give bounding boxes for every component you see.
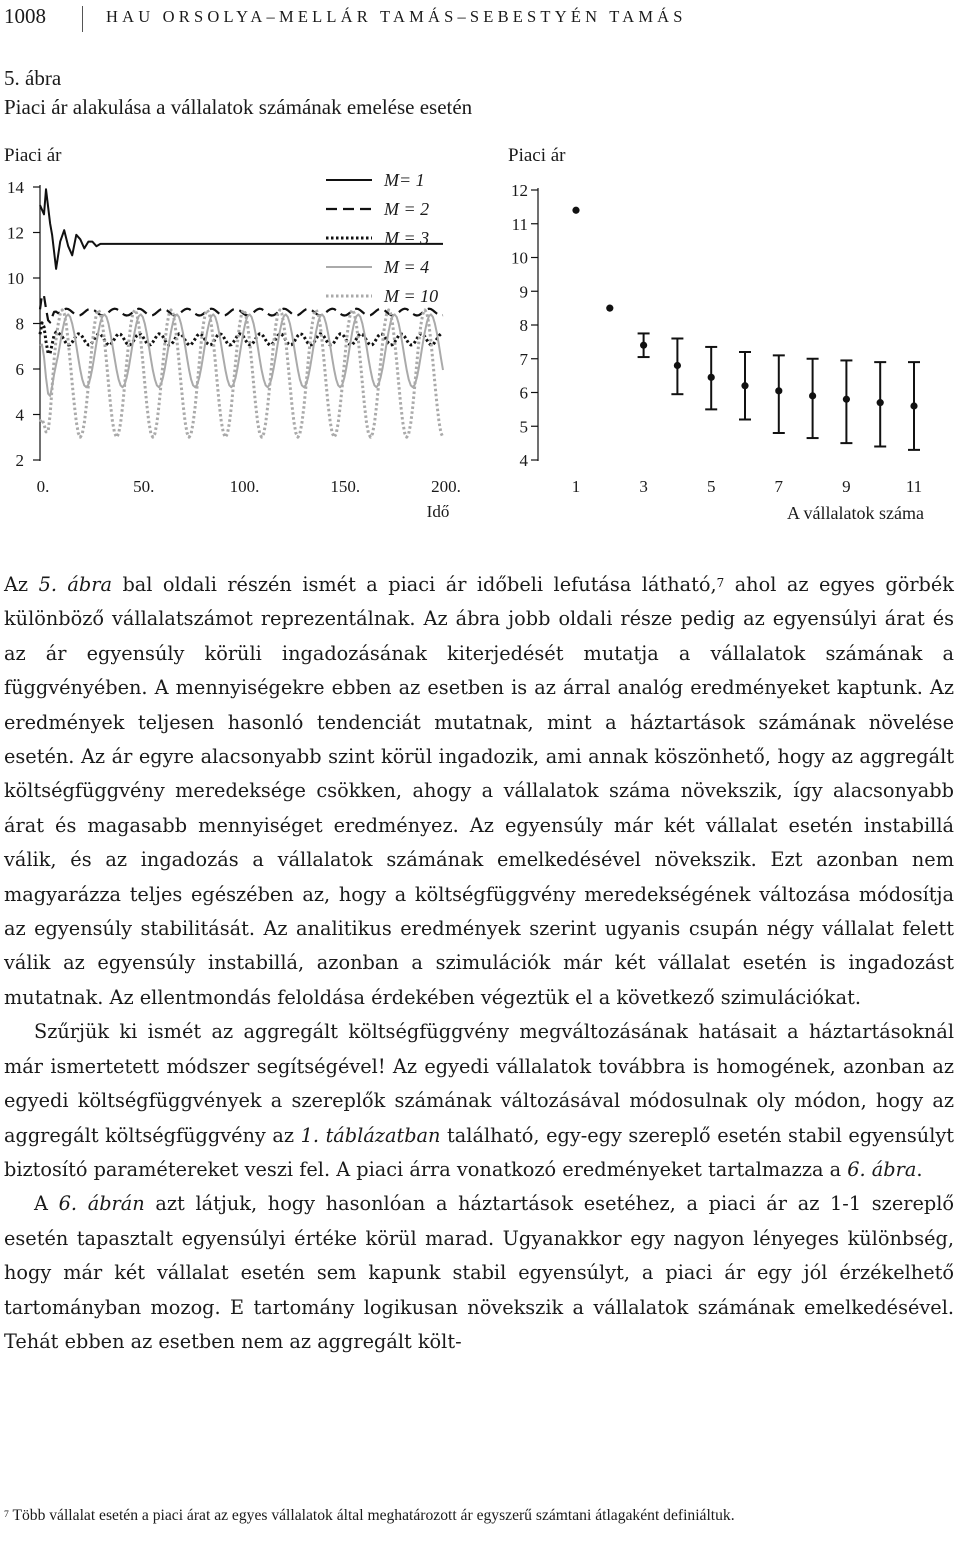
data-point: [640, 342, 647, 349]
y-tick-label: 9: [519, 282, 528, 302]
y-tick-label: 6: [15, 360, 24, 379]
x-tick-label: 150.: [330, 477, 361, 496]
figure-reference: 6. ábra: [847, 1157, 917, 1181]
x-tick-label: 1: [571, 477, 581, 496]
figure-label: 5. ábra: [4, 66, 62, 90]
legend-label-4: M = 10: [384, 286, 439, 306]
legend-label-1: M = 2: [384, 199, 430, 219]
y-tick-label: 10: [7, 269, 24, 288]
data-point: [741, 382, 748, 389]
data-point: [809, 392, 816, 399]
y-tick-label: 10: [511, 248, 528, 268]
y-tick-label: 2: [15, 451, 24, 470]
y-axis-label: Piaci ár: [4, 145, 62, 166]
footnote: $^7$ Több vállalat esetén a piaci árat az egyes vállalatok által meghatározott ár egyszerű számtani átlagaként definiáltuk.: [4, 1507, 735, 1524]
y-tick-label: 8: [519, 316, 528, 335]
data-point: [843, 396, 850, 403]
x-tick-label: 200.: [431, 477, 461, 496]
data-point: [708, 374, 715, 381]
page-number: 1008: [4, 4, 46, 28]
series-line-0: [40, 189, 443, 269]
price-time-chart: [0, 138, 470, 530]
y-tick-label: 8: [15, 314, 24, 334]
legend-label-2: M = 3: [384, 228, 430, 248]
data-point: [572, 207, 579, 214]
x-axis-label: Idő: [426, 502, 450, 521]
figure-reference: 5. ábra: [38, 573, 112, 596]
price-vs-firms-chart: [490, 138, 940, 530]
x-tick-label: 3: [639, 477, 648, 496]
series-line-4: [40, 310, 443, 437]
header-separator: [82, 6, 83, 32]
paragraph-1: Az 5. ábra bal oldali részén ismét a piaci ár időbeli lefutása látható,$^7$ ahol az egyes görbék különböző vállalatszámot reprezentálnak. Az ábra jobb oldali része pedig az egyensúlyi árat és az ár egyensúly körüli ingadozásának kiterjedését mutatja a vállalatok számának a függvényében. A mennyiségekre ebben az esetben is az árral analóg eredményeket kaptunk. Az eredmények teljesen hasonló tendenciát mutatnak, mint a háztartások számának növelése esetén. Az ár egyre alacsonyabb szint körül ingadozik, ami annak köszönhető, hogy az aggregált költségfüggvény meredeksége csökken, ahogy a vállalatok száma növekszik, így alacsonyabb árat és magasabb mennyiséget eredményez. Az egyensúly már két vállalat esetén instabillá válik, és az ingadozás a vállalatok számának emelkedésével növekszik. Ezt azonban nem magyarázza teljes egészében az, hogy a költségfüggvény meredekségének változása módosítja az egyensúly stabilitását. Az analitikus eredmények szerint ugyanis csupán négy vállalat felett válik az egyensúly instabillá, azonban a szimulációk már két vállalat esetén is ingadozást mutatnak. Az ellentmondás feloldása érdekében végeztük el a következő szimulációkat.: [4, 573, 954, 1009]
figure-reference: 6. ábrán: [58, 1192, 145, 1216]
footnote-number: 7: [4, 1508, 9, 1520]
paragraph-3: A 6. ábrán azt látjuk, hogy hasonlóan a háztartások esetéhez, a piaci ár az 1-1 szereplő esetén tapasztalt egyensúlyi értéke körül marad. Ugyanakkor egy nagyon lényeges különbség, hogy már két vállalat esetén sem kapunk stabil egyensúlyt, a piaci ár egy jól érzékelhető tartományban mozog. E tartomány logikusan növekszik a vállalatok számának emelkedésével. Tehát ebben az esetben nem az aggregált költ-: [4, 1192, 954, 1353]
y-tick-label: 11: [511, 214, 528, 234]
paragraph-2: Szűrjük ki ismét az aggregált költségfüggvény megváltozásának hatásait a háztartásoknál már ismertetett módszer segítségével! Az egyedi vállalatok továbbra is homogének, azonban az egyedi költségfüggvények a szereplők számának változásával módosulnak oly módon, hogy az aggregált költségfüggvény az 1. táblázatban található, egy-egy szereplő esetén stabil egyensúlyt biztosító paramétereket veszi fel. A piaci árra vonatkozó eredményeket tartalmazza a 6. ábra.: [4, 1020, 955, 1181]
table-reference: 1. táblázatban: [300, 1123, 441, 1147]
y-tick-label: 14: [7, 178, 24, 197]
data-point: [606, 305, 613, 312]
x-tick-label: 9: [842, 477, 851, 496]
data-point: [877, 399, 884, 406]
x-tick-label: 50.: [133, 477, 155, 496]
data-point: [674, 362, 681, 369]
running-head: HAU ORSOLYA–MELLÁR TAMÁS–SEBESTYÉN TAMÁS: [106, 7, 687, 26]
y-tick-label: 12: [511, 181, 528, 200]
y-tick-label: 6: [519, 383, 528, 403]
legend-label-0: M= 1: [384, 170, 425, 190]
data-point: [775, 387, 782, 394]
series-line-1: [40, 295, 443, 323]
x-tick-label: 100.: [229, 477, 260, 496]
body-text: [4, 568, 954, 1359]
y-tick-label: 4: [15, 405, 24, 425]
figure-title: Piaci ár alakulása a vállalatok számának emelése esetén: [4, 95, 473, 119]
x-tick-label: 11: [905, 477, 923, 496]
x-axis-label: A vállalatok száma: [787, 503, 924, 523]
x-tick-label: 5: [706, 477, 716, 496]
x-tick-label: 7: [774, 477, 784, 496]
y-tick-label: 7: [519, 349, 528, 369]
y-tick-label: 12: [7, 223, 24, 243]
y-axis-label: Piaci ár: [508, 145, 566, 166]
footnote-marker: 7: [716, 575, 725, 590]
y-tick-label: 5: [519, 417, 528, 437]
data-point: [910, 402, 917, 409]
y-tick-label: 4: [519, 451, 528, 470]
page-header: [4, 2, 954, 36]
legend-label-3: M = 4: [384, 257, 430, 277]
x-tick-label: 0.: [36, 477, 50, 496]
